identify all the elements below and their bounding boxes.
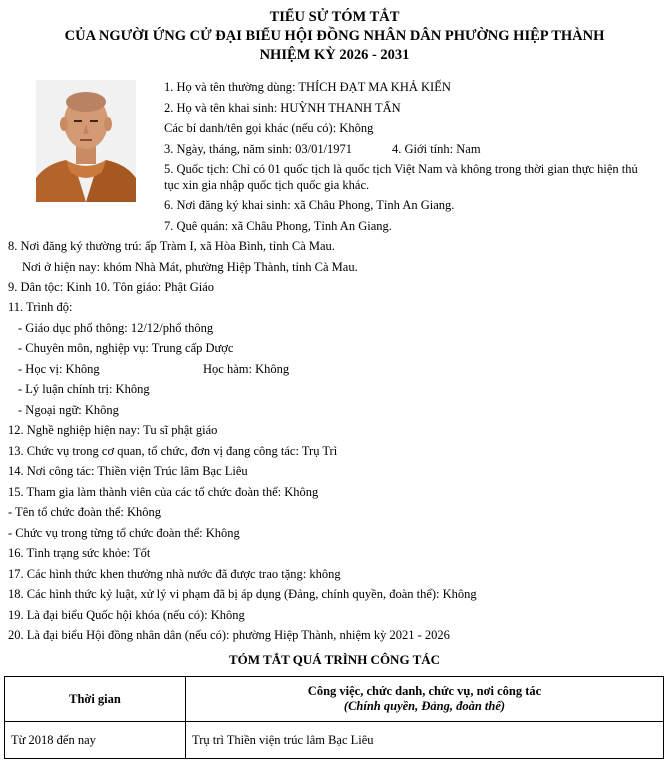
document-title: TIỂU SỬ TÓM TẮT	[269, 9, 400, 25]
people-council: 20. Là đại biểu Hội đồng nhân dân (nếu có): phường Hiệp Thành, nhiệm kỳ 2021 - 2026	[8, 628, 450, 642]
table-row	[5, 722, 664, 759]
organization-membership: 15. Tham gia làm thành viên của các tổ chức đoàn thể: Không	[8, 485, 319, 499]
candidate-photo	[36, 80, 136, 202]
portrait-image	[36, 80, 136, 202]
workplace: 14. Nơi công tác: Thiền viện Trúc lâm Bạc Liêu	[8, 464, 248, 478]
document-subtitle: CỦA NGƯỜI ỨNG CỬ ĐẠI BIỂU HỘI ĐỒNG NHÂN DÂN PHƯỜNG HIỆP THÀNH	[64, 28, 605, 44]
organization-position: - Chức vụ trong từng tổ chức đoàn thể: Không	[8, 526, 240, 540]
hometown: 7. Quê quán: xã Châu Phong, Tỉnh An Giang.	[164, 219, 392, 233]
awards: 17. Các hình thức khen thưởng nhà nước đã được trao tặng: không	[8, 567, 341, 581]
national-assembly: 19. Là đại biểu Quốc hội khóa (nếu có): Không	[8, 608, 245, 622]
general-education: - Giáo dục phổ thông: 12/12/phổ thông	[18, 321, 214, 335]
document-term: NHIỆM KỲ 2026 - 2031	[259, 47, 410, 63]
col-job-title: Công việc, chức danh, chức vụ, nơi công tác	[307, 684, 542, 698]
gender: 4. Giới tính: Nam	[392, 142, 481, 156]
birth-name: 2. Họ và tên khai sinh: HUỲNH THANH TẤN	[164, 101, 401, 115]
political-theory: - Lý luận chính trị: Không	[18, 382, 150, 396]
table-header-row	[5, 677, 664, 722]
organization-name: - Tên tổ chức đoàn thể: Không	[8, 505, 162, 519]
education-heading: 11. Trình độ:	[8, 300, 73, 314]
position: 13. Chức vụ trong cơ quan, tổ chức, đơn vị đang công tác: Trụ Trì	[8, 444, 338, 458]
health-status: 16. Tình trạng sức khỏe: Tốt	[8, 546, 151, 560]
academic-degree: - Học vị: Không	[18, 362, 100, 376]
work-history-title: TÓM TẮT QUÁ TRÌNH CÔNG TÁC	[228, 652, 441, 667]
discipline: 18. Các hình thức kỷ luật, xử lý vi phạm đã bị áp dụng (Đảng, chính quyền, đoàn thể): Không	[8, 587, 477, 601]
academic-title: Học hàm: Không	[203, 362, 290, 376]
permanent-address: 8. Nơi đăng ký thường trú: ấp Tràm I, xã Hòa Bình, tỉnh Cà Mau.	[8, 239, 335, 253]
occupation: 12. Nghề nghiệp hiện nay: Tu sĩ phật giáo	[8, 423, 218, 437]
ethnicity-religion: 9. Dân tộc: Kinh 10. Tôn giáo: Phật Giáo	[8, 280, 214, 294]
col-time-header: Thời gian	[5, 677, 186, 722]
birth-date: 3. Ngày, tháng, năm sinh: 03/01/1971	[164, 142, 353, 156]
work-history-table	[4, 676, 664, 759]
professional-skill: - Chuyên môn, nghiệp vụ: Trung cấp Dược	[18, 341, 234, 355]
foreign-language: - Ngoại ngữ: Không	[18, 403, 119, 417]
full-name: 1. Họ và tên thường dùng: THÍCH ĐẠT MA KHẢ KIẾN	[164, 80, 451, 94]
nationality: 5. Quốc tịch: Chỉ có 01 quốc tịch là quốc tịch Việt Nam và không trong thời gian thực hiện thủ	[164, 162, 638, 176]
col-job-header	[186, 677, 664, 722]
birth-registration: 6. Nơi đăng ký khai sinh: xã Châu Phong, Tỉnh An Giang.	[164, 198, 455, 212]
row-time: Từ 2018 đến nay	[5, 722, 186, 759]
aliases: Các bí danh/tên gọi khác (nếu có): Không	[164, 121, 374, 135]
row-job: Trụ trì Thiền viện trúc lâm Bạc Liêu	[186, 722, 664, 759]
current-address: Nơi ở hiện nay: khóm Nhà Mát, phường Hiệp Thành, tỉnh Cà Mau.	[22, 260, 358, 274]
nationality-cont: tục xin gia nhập quốc tịch quốc gia khác.	[164, 178, 370, 192]
col-job-subtitle: (Chính quyền, Đảng, đoàn thể)	[343, 699, 506, 713]
